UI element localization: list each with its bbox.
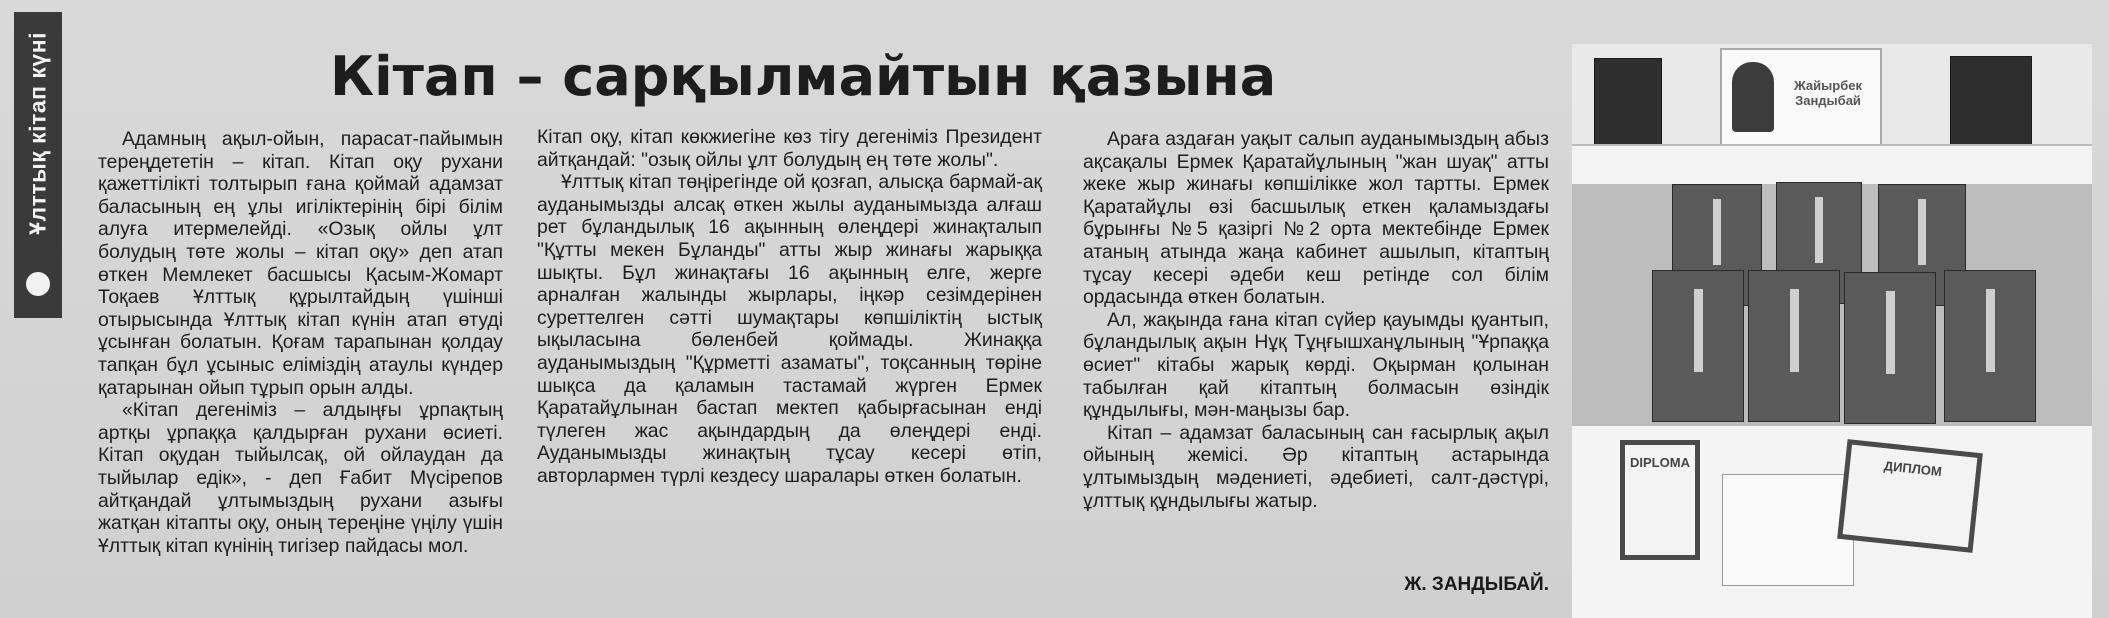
article-column-1 <box>98 128 503 557</box>
shelf-top <box>1572 144 2092 186</box>
diploma-left-label: DIPLOMA <box>1630 455 1690 470</box>
portrait-frame <box>1720 48 1882 148</box>
portrait-person-icon <box>1732 62 1774 132</box>
article-column-3 <box>1083 128 1549 512</box>
book-display-photo <box>1572 44 2092 618</box>
rubric-label: Ұлттық кітап күні <box>24 32 51 235</box>
certificate-paper <box>1722 474 1854 586</box>
rubric-bullet-icon <box>26 272 50 296</box>
book-cover-icon <box>1844 272 1936 424</box>
book-cover-icon <box>1748 270 1840 422</box>
book-cover-icon <box>1652 270 1744 422</box>
column1-paragraph: «Кітап дегеніміз – алдыңғы ұрпақтың артқы ұрпаққа қалдырған рухани өсиеті. Кітап оқудан тыйылсақ, ой ойлаудан да тыйылар едік», - деп Ғабит Мүсірепов айтқандай ұлтымыздың рухани азығы жатқан кітапты оқу, оның тереңіне үңілу үшін Ұлттық кітап күнінің тигізер пайдасы мол. <box>98 399 503 557</box>
author-signature: Ж. ЗАНДЫБАЙ. <box>1404 574 1549 595</box>
book-icon <box>1950 56 2032 146</box>
column3-paragraph: Араға аздаған уақыт салып ауданымыздың абыз ақсақалы Ермек Қаратайұлының "жан шуақ" атты жеке жыр жинағы көпшілікке жол тартты. Ермек Қаратайұлы өзі басшылық еткен қаламыздағы бұрынғы №5 қазіргі №2 орта мектебінде Ермек атаның атында жаңа кабинет ашылып, кітаптың тұсау кесері әдеби кеш ретінде сол білім ордасында өткен болатын. <box>1083 128 1549 309</box>
column2-paragraph: Ұлттық кітап төңірегінде ой қозғап, алысқа бармай-ақ ауданымызды алсақ өткен жылы ауданымызда алғаш рет бұландылық 16 ақынның өлеңдері жинақталып "Құтты мекен Бұланды" атты жыр жинағы жарыққа шықты. Бұл жинақтағы 16 ақынның елге, жерге арналған жалынды жырлары, іңкәр сезімдерінен суреттелген сәтті шумақтары көпшіліктің ыстық ықыласына бөленбей қоймады. Жинаққа ауданымыздың "Құрметті азаматы", тоқсанның төріне шықса да қаламын тастамай жүрген Ермек Қаратайұлынан бастап мектеп қабырғасынан енді түлеген жас ақындардың да өлеңдері енді. Ауданымызды жинақтың тұсау кесері өтіп, авторлармен түрлі кездесу шаралары өткен болатын. <box>537 171 1042 487</box>
article-headline: Кітап – сарқылмайтын қазына <box>330 45 1277 108</box>
book-cover-icon <box>1944 270 2036 422</box>
diploma-right-label: ДИПЛОМ <box>1883 458 1943 480</box>
book-icon <box>1594 58 1662 148</box>
article-column-2 <box>537 126 1042 488</box>
column1-paragraph: Адамның ақыл-ойын, парасат-пайымын тереңдететін – кітап. Кітап оқу рухани қажеттілікті толтырып ғана қоймай адамзат баласының ең ұлы игіліктерінің бірі білім алуға итермелейді. «Озық ойлы ұлт болудың төте жолы – кітап оқу» деп атап өткен Мемлекет басшысы Қасым-Жомарт Тоқаев Ұлттық құрылтайдың үшінші отырысында Ұлттық кітап күнін атап өтуді ұсынған болатын. Қоғам тарапынан қолдау тапқан бұл ұсыныс еліміздің атаулы күндер қатарынан ойып тұрып орын алды. <box>98 128 503 399</box>
column3-paragraph: Кітап – адамзат баласының сан ғасырлық ақыл ойының жемісі. Әр кітаптың астарында ұлтымыздың мәдениеті, әдебиеті, салт-дәстүрі, ұлттық құндылығы жатыр. <box>1083 421 1549 512</box>
diploma-right <box>1837 439 1983 553</box>
portrait-caption: Жайырбек Зандыбай <box>1794 78 1862 108</box>
column2-paragraph: Кітап оқу, кітап көкжиегіне көз тігу дегеніміз Президент айтқандай: "озық ойлы ұлт болудың ең төте жолы". <box>537 126 1042 171</box>
column3-paragraph: Ал, жақында ғана кітап сүйер қауымды қуантып, бұландылық ақын Нұқ Тұңғышханұлының "Ұрпаққа өсиет" кітабы жарық көрді. Оқырман қолынан табылған қай кітаптың болмасын өзіндік құндылығы, мән-маңызы бар. <box>1083 308 1549 422</box>
diploma-left <box>1620 440 1700 560</box>
rubric-bar <box>14 12 62 318</box>
